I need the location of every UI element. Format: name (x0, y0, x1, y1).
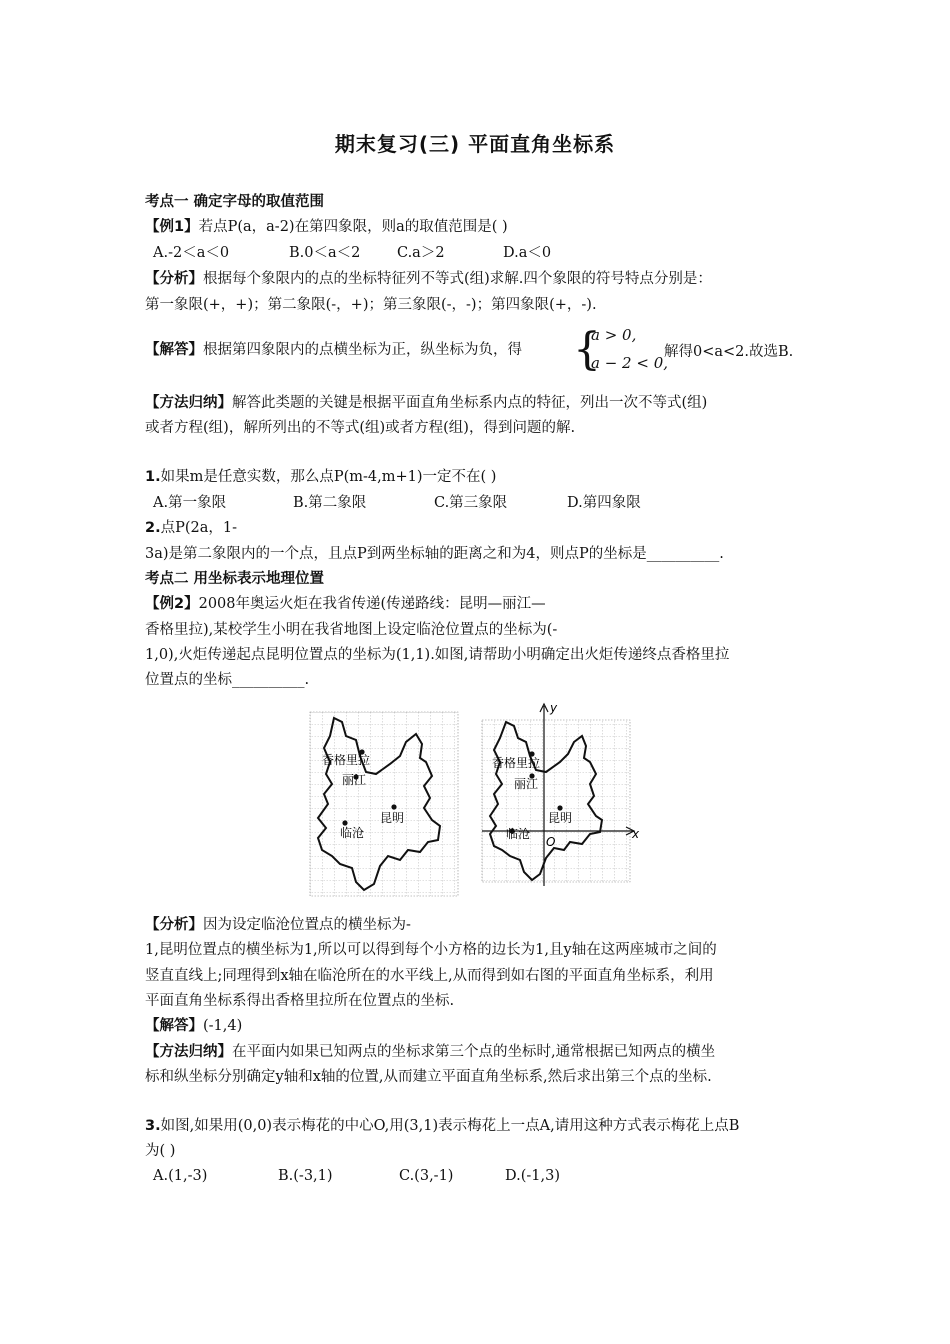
label-shangrila: 香格里拉 (492, 756, 541, 770)
option-d: D.a＜0 (503, 245, 552, 261)
analysis-tag: 【分析】 (145, 271, 203, 287)
analysis-2-line3: 竖直直线上;同理得到x轴在临沧所在的水平线上,从而得到如右图的平面直角坐标系，利用 (145, 968, 714, 984)
axis-label-y: y (550, 701, 558, 715)
question-text: 如图,如果用(0,0)表示梅花的中心O,用(3,1)表示梅花上一点A,请用这种方式表示梅花上点B (160, 1118, 740, 1134)
dot-kunming (557, 805, 562, 810)
inequality-row-1: a > 0, (591, 326, 637, 344)
dot-lincang (342, 820, 347, 825)
label-lijiang: 丽江 (514, 777, 539, 791)
example-1-options (153, 243, 551, 263)
axis-label-x: x (632, 827, 640, 841)
answer-conclusion: 解得0<a<2.故选B. (664, 344, 794, 360)
option-a: A.(1,-3) (153, 1168, 208, 1184)
analysis-1-line2: 第一象限(+，+)；第二象限(-，+)；第三象限(-，-)；第四象限(+，-). (145, 297, 597, 313)
option-a: A.-2＜a＜0 (153, 245, 230, 261)
question-number: 1. (145, 469, 161, 485)
label-lincang: 临沧 (340, 826, 365, 840)
analysis-2 (145, 915, 411, 935)
label-lijiang: 丽江 (342, 773, 367, 787)
question-1-options (153, 493, 641, 513)
map-left-grid (310, 712, 458, 896)
question-number: 2. (145, 520, 161, 536)
example-2 (145, 594, 546, 614)
page-title: 期末复习(三) 平面直角坐标系 (334, 132, 616, 156)
example-tag: 【例2】 (145, 596, 199, 612)
map-left (310, 712, 458, 896)
example-2-line3: 1,0),火炬传递起点昆明位置点的坐标为(1,1).如图,请帮助小明确定出火炬传递终点香格里拉 (145, 647, 730, 663)
inequality-row-2: a − 2 < 0, (591, 354, 669, 372)
dot-kunming (391, 804, 396, 809)
map-right-grid (482, 720, 630, 882)
question-number: 3. (145, 1118, 161, 1134)
analysis-2-line4: 平面直角坐标系得出香格里拉所在位置点的坐标. (145, 993, 455, 1009)
method-tag: 【方法归纳】 (145, 1044, 232, 1060)
method-text: 在平面内如果已知两点的坐标求第三个点的坐标时,通常根据已知两点的横坐 (232, 1044, 716, 1060)
question-3-options (153, 1166, 560, 1186)
question-text: 点P(2a，1- (160, 520, 238, 536)
question-1 (145, 467, 496, 487)
left-brace: { (573, 324, 601, 375)
method-1 (145, 393, 707, 413)
question-text: 如果m是任意实数，那么点P(m-4,m+1)一定不在( ) (160, 469, 497, 485)
answer-1 (145, 340, 522, 360)
question-2 (145, 518, 237, 538)
example-tag: 【例1】 (145, 219, 199, 235)
answer-tag: 【解答】 (145, 1018, 203, 1034)
method-2-line2: 标和纵坐标分别确定y轴和x轴的位置,从而建立平面直角坐标系,然后求出第三个点的坐标. (145, 1069, 712, 1085)
example-2-line2: 香格里拉),某校学生小明在我省地图上设定临沧位置点的坐标为(- (145, 622, 558, 638)
option-b: B.(-3,1) (278, 1168, 333, 1184)
option-d: D.第四象限 (567, 495, 641, 511)
analysis-text: 因为设定临沧位置点的横坐标为- (203, 917, 411, 933)
answer-text: 根据第四象限内的点横坐标为正，纵坐标为负，得 (203, 342, 522, 358)
analysis-text: 根据每个象限内的点的坐标特征列不等式(组)求解.四个象限的符号特点分别是： (203, 271, 712, 287)
example-text: 2008年奥运火炬在我省传递(传递路线：昆明—丽江— (198, 596, 546, 612)
label-lincang: 临沧 (506, 827, 531, 841)
option-b: B.第二象限 (293, 495, 367, 511)
option-b: B.0＜a＜2 (289, 245, 361, 261)
example-2-line4: 位置点的坐标__________. (145, 672, 310, 688)
answer-tag: 【解答】 (145, 342, 203, 358)
example-text: 若点P(a，a-2)在第四象限，则a的取值范围是( ) (198, 219, 508, 235)
label-kunming: 昆明 (548, 811, 573, 825)
question-3 (145, 1116, 739, 1136)
option-c: C.(3,-1) (399, 1168, 454, 1184)
method-tag: 【方法归纳】 (145, 395, 232, 411)
example-1 (145, 217, 508, 237)
label-shangrila: 香格里拉 (322, 753, 371, 767)
option-a: A.第一象限 (153, 495, 227, 511)
option-c: C.a＞2 (397, 245, 445, 261)
option-d: D.(-1,3) (505, 1168, 560, 1184)
map-right (482, 701, 640, 886)
section-heading-1: 考点一 确定字母的取值范围 (145, 194, 325, 210)
method-text: 解答此类题的关键是根据平面直角坐标系内点的特征，列出一次不等式(组) (232, 395, 708, 411)
analysis-1 (145, 269, 712, 289)
answer-2 (145, 1016, 242, 1036)
answer-text: (-1,4) (203, 1018, 243, 1034)
map-figures (300, 700, 645, 900)
analysis-2-line2: 1,昆明位置点的横坐标为1,所以可以得到每个小方格的边长为1,且y轴在这两座城市之间的 (145, 942, 717, 958)
label-kunming: 昆明 (380, 811, 405, 825)
origin-label: O (546, 835, 556, 849)
section-heading-2: 考点二 用坐标表示地理位置 (145, 571, 325, 587)
method-1-line2: 或者方程(组)，解所列出的不等式(组)或者方程(组)，得到问题的解. (145, 420, 576, 436)
option-c: C.第三象限 (434, 495, 508, 511)
question-3-line2: 为( ) (145, 1143, 176, 1159)
question-2-line2: 3a)是第二象限内的一个点，且点P到两坐标轴的距离之和为4，则点P的坐标是__________. (145, 546, 724, 562)
method-2 (145, 1042, 715, 1062)
analysis-tag: 【分析】 (145, 917, 203, 933)
